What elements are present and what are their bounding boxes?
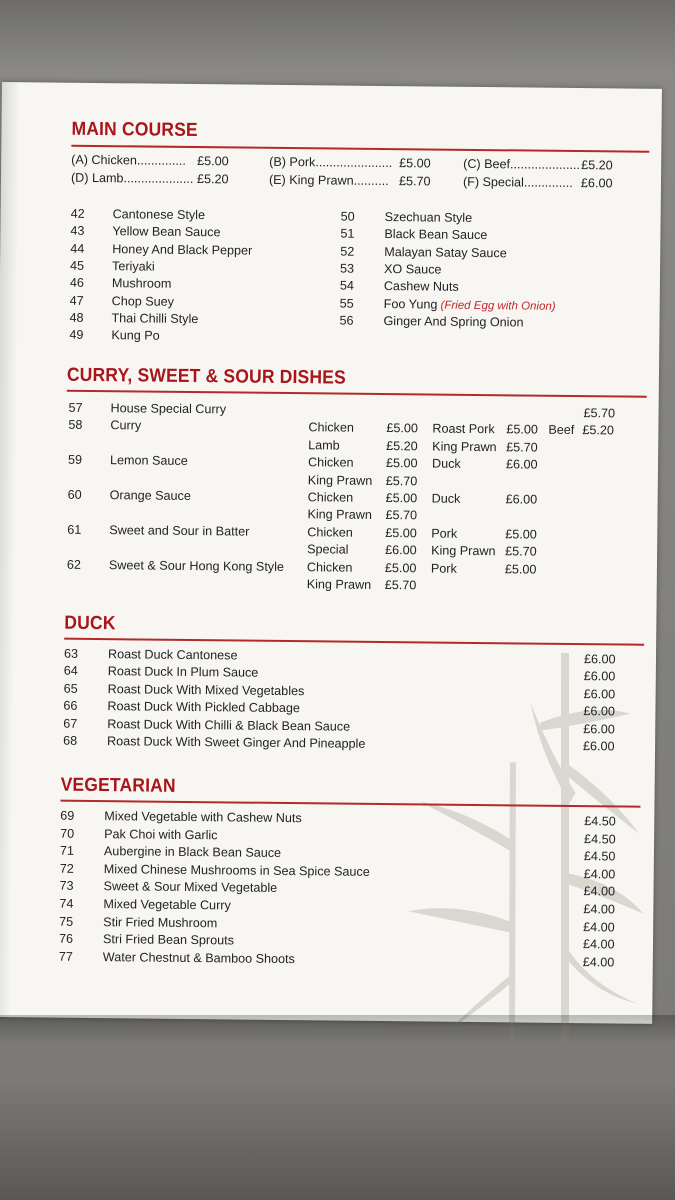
option-price: £5.00 [385,491,418,506]
item-name: House Special Curry [110,401,227,417]
item-name: Orange Sauce [109,488,191,504]
item-number: 77 [58,949,73,964]
item-name: Mixed Chinese Mushrooms in Sea Spice Sauce [103,861,370,879]
item-name: Szechuan Style [384,210,473,225]
item-name: Chop Suey [111,293,175,309]
option-price: £5.70 [506,440,538,455]
option-label: Chicken [307,525,353,540]
item-name: Kung Po [111,328,160,343]
item-price: £4.00 [582,954,615,970]
section-title-main-course: MAIN COURSE [71,118,198,142]
item-number: 61 [67,522,82,537]
option-label: Lamb [308,438,340,453]
item-name: Aubergine in Black Bean Sauce [103,844,282,861]
item-number: 47 [69,293,84,308]
item-number: 71 [59,843,75,858]
item-number: 44 [70,241,85,256]
item-number: 55 [339,296,354,311]
item-number: 53 [339,261,355,276]
section-title-vegetarian: VEGETARIAN [60,774,176,797]
option-price: £5.70 [384,578,417,593]
option-label: Chicken [306,559,353,575]
item-name: Thai Chilli Style [111,310,199,326]
item-number: 66 [63,698,78,714]
item-name: Mushroom [111,276,172,291]
option-price: £5.00 [197,154,229,169]
item-number: 67 [63,716,78,731]
menu-page [0,82,662,1024]
option-price: £6.00 [385,543,417,558]
item-number: 57 [68,400,83,415]
option-label: Pork [431,526,458,541]
option-price: £5.00 [504,561,537,577]
item-price: £4.00 [583,866,616,882]
item-price: £4.00 [583,884,616,899]
item-name: Water Chestnut & Bamboo Shoots [102,949,295,966]
item-number: 52 [340,244,355,259]
option-price: £6.00 [505,457,538,472]
item-price: £4.50 [584,831,616,847]
item-number: 63 [63,646,79,661]
option-price: £5.00 [384,560,417,575]
option-price: £5.70 [385,508,418,523]
option-label: Chicken [308,420,354,436]
item-number: 43 [70,224,85,239]
item-number: 68 [63,733,78,748]
option-label: Chicken [307,455,354,470]
item-number: 48 [69,310,84,325]
option-price: £6.00 [580,176,613,191]
item-name: Ginger And Spring Onion [383,313,524,330]
item-number: 65 [63,681,78,696]
item-name: Sweet & Sour Hong Kong Style [108,557,285,574]
item-number: 62 [66,557,82,572]
option-price: £5.00 [386,421,418,436]
option-price: £6.00 [505,492,538,507]
item-number: 51 [340,226,355,241]
item-price: £6.00 [583,721,615,737]
item-price: £6.00 [583,704,616,719]
item-number: 75 [59,914,74,929]
option-label: (E) King Prawn.......... [268,172,389,189]
item-number: 74 [59,896,74,911]
page-fold [0,82,20,1017]
option-price: £5.70 [398,174,431,189]
option-label: Duck [431,456,461,472]
item-number: 64 [63,664,78,679]
option-price: £5.00 [506,422,538,438]
section-rule [64,638,644,646]
item-name: Roast Duck With Sweet Ginger And Pineapple [107,734,366,751]
item-price: £4.00 [583,902,615,917]
item-number: 69 [60,808,75,823]
option-price: £5.20 [582,423,614,438]
option-price: £5.00 [385,456,418,471]
item-name: XO Sauce [383,261,442,277]
option-label: Special [307,542,349,557]
item-note: (Fried Egg with Onion) [437,299,556,313]
item-name: Cashew Nuts [383,279,459,294]
option-price: £5.20 [386,438,418,454]
item-number: 54 [339,278,354,293]
item-name: Mixed Vegetable with Cashew Nuts [104,809,302,826]
option-label: (F) Special.............. [462,174,573,190]
item-number: 50 [340,209,355,224]
table-shadow [0,1015,675,1045]
item-price: £6.00 [583,739,615,754]
item-price: £6.00 [583,652,616,667]
item-price: £4.00 [583,919,615,935]
option-label: Beef [548,423,575,438]
item-number: 76 [58,931,74,946]
item-name: Cantonese Style [112,207,206,223]
item-number: 72 [59,861,74,876]
item-name: Curry [110,418,142,433]
item-price: £5.70 [583,406,616,421]
item-number: 46 [69,275,84,291]
item-name: Sweet & Sour Mixed Vegetable [103,879,278,896]
option-label: (D) Lamb.................... [70,170,194,187]
item-name: Foo Yung (Fried Egg with Onion) [383,296,556,313]
item-name: Black Bean Sauce [384,227,488,243]
item-number: 42 [70,206,85,221]
item-number: 59 [67,452,83,468]
option-label: King Prawn [431,543,496,559]
item-number: 49 [69,327,84,342]
item-number: 58 [68,418,83,433]
item-name: Roast Duck Cantonese [107,647,238,663]
option-label: King Prawn [432,439,497,454]
option-price: £5.20 [196,172,229,187]
item-name: Roast Duck With Pickled Cabbage [107,699,301,716]
option-label: Duck [431,491,461,506]
option-price: £5.00 [505,527,537,542]
option-label: King Prawn [307,472,373,488]
section-rule [71,145,649,153]
option-label: Roast Pork [432,421,495,437]
option-label: (B) Pork...................... [269,154,393,171]
item-name: Roast Duck In Plum Sauce [107,664,259,681]
option-price: £5.70 [505,544,537,559]
option-label: (C) Beef.................... [463,156,581,173]
item-name: Teriyaki [112,259,155,274]
option-price: £5.00 [385,525,417,541]
option-label: Pork [430,561,457,576]
item-name: Pak Choi with Garlic [104,826,218,842]
item-name: Lemon Sauce [109,453,188,469]
item-price: £4.00 [582,937,615,952]
item-price: £4.50 [583,849,616,864]
option-label: King Prawn [306,577,372,592]
item-number: 45 [70,258,85,273]
item-name: Roast Duck With Chilli & Black Bean Sauce [107,716,351,734]
item-name: Roast Duck With Mixed Vegetables [107,681,305,698]
item-name: Mixed Vegetable Curry [103,897,231,913]
item-price: £4.50 [584,814,616,829]
option-price: £5.70 [385,473,418,488]
item-price: £6.00 [583,686,616,702]
item-number: 56 [339,313,354,328]
section-rule [67,390,647,398]
item-price: £6.00 [583,669,616,684]
item-name: Yellow Bean Sauce [112,224,221,240]
option-price: £5.00 [399,156,431,171]
item-name: Malayan Satay Sauce [384,244,507,260]
item-number: 60 [67,487,82,502]
item-name: Stri Fried Bean Sprouts [102,932,235,948]
option-label: Chicken [307,490,354,505]
item-name: Sweet and Sour in Batter [109,522,250,539]
option-label: King Prawn [307,507,372,523]
option-price: £5.20 [581,158,613,173]
item-number: 70 [60,826,75,841]
option-label: (A) Chicken.............. [71,152,187,168]
section-title-curry: CURRY, SWEET & SOUR DISHES [66,364,347,389]
section-title-duck: DUCK [64,612,116,635]
item-number: 73 [59,879,74,894]
item-name: Honey And Black Pepper [112,241,253,258]
item-name: Stir Fried Mushroom [103,914,218,930]
